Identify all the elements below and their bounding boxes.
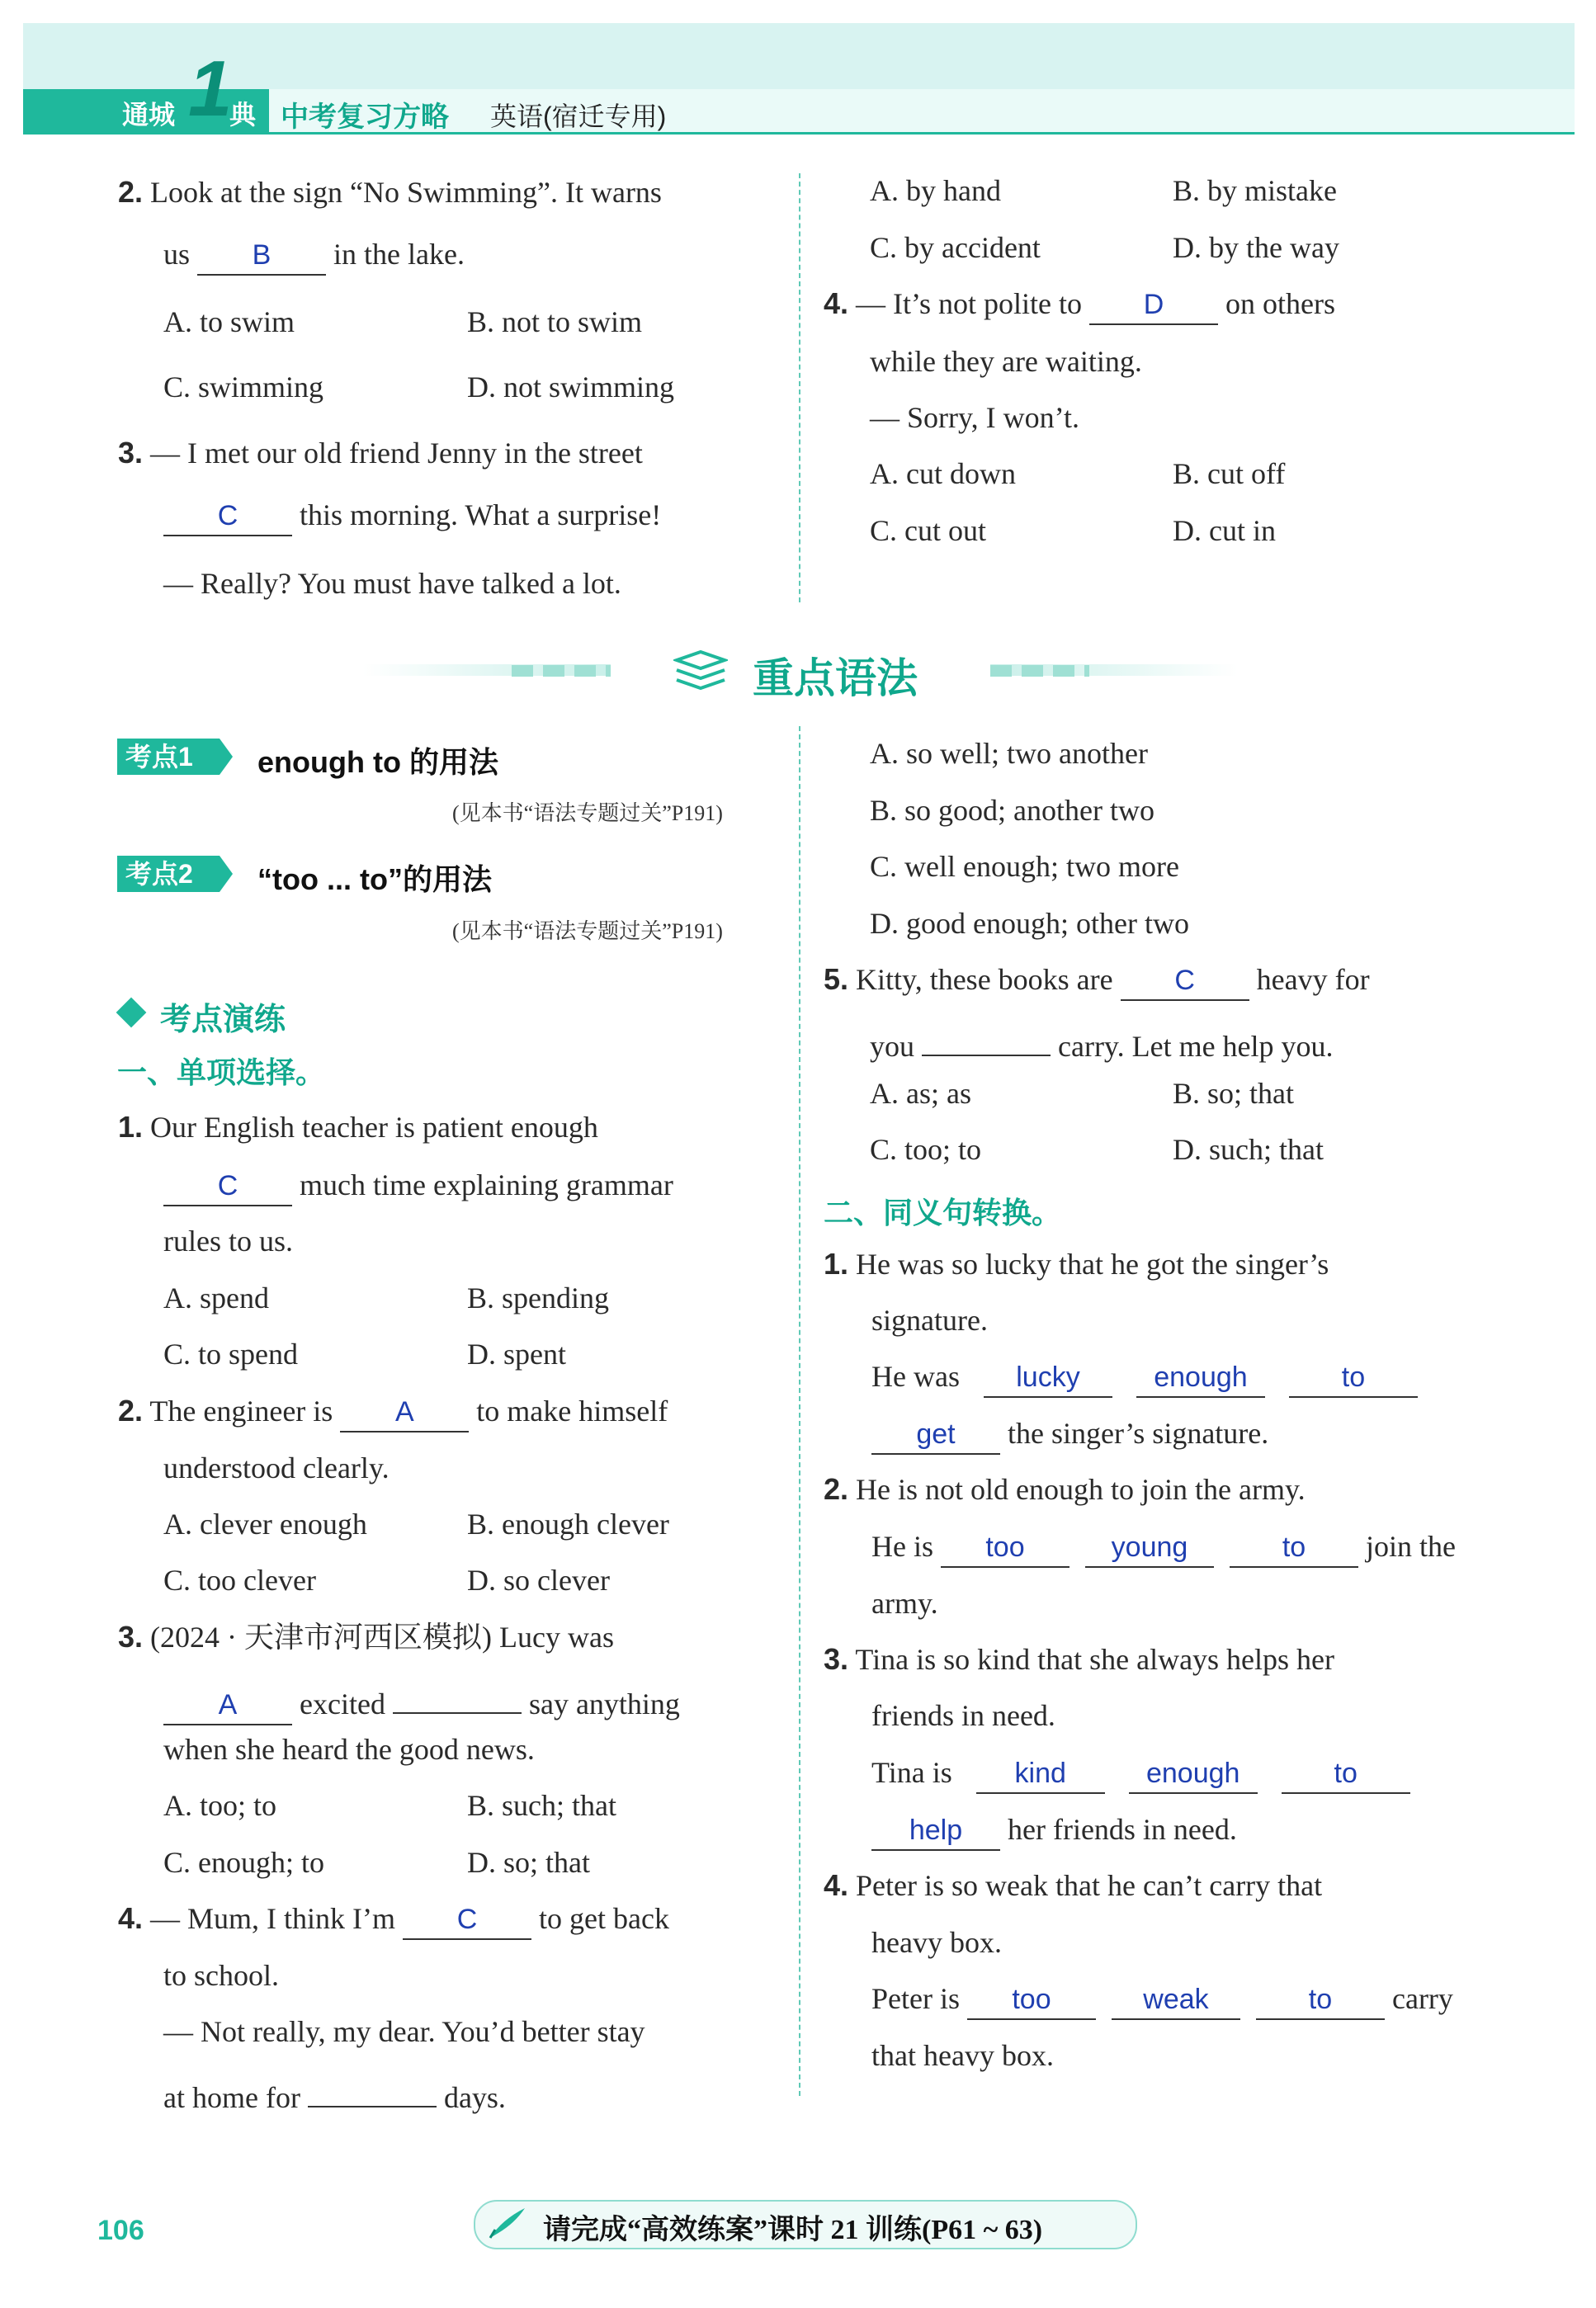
question-text: — It’s not polite to <box>856 287 1083 320</box>
question-text: to get back <box>539 1902 669 1935</box>
question-text: her friends in need. <box>1008 1813 1237 1846</box>
header-subject: 英语(宿迁专用) <box>490 101 667 131</box>
answer-blank[interactable]: to <box>1230 1533 1358 1568</box>
option: C. too clever <box>163 1564 316 1597</box>
question-text: heavy for <box>1256 963 1370 996</box>
question-number: 3. <box>118 1620 144 1654</box>
part2-title: 二、同义句转换。 <box>824 1196 1062 1230</box>
question-text: on others <box>1225 287 1336 320</box>
p2-q3-line1 <box>824 1642 1335 1676</box>
kaodian-tag: 考点2 <box>117 856 220 892</box>
column-divider-top <box>799 173 800 602</box>
answer-blank[interactable]: C <box>163 1172 292 1206</box>
answer-blank[interactable]: D <box>1089 290 1218 325</box>
part1-title: 一、单项选择。 <box>117 1055 326 1089</box>
option: A. to swim <box>163 305 295 338</box>
section-dashes-right <box>990 665 1089 677</box>
answer-blank[interactable]: too <box>941 1533 1070 1568</box>
question-text: us <box>163 238 191 271</box>
p2-q1-rewrite-2 <box>871 1418 1268 1455</box>
question-text: at home for <box>163 2081 300 2114</box>
answer-blank[interactable]: kind <box>976 1759 1105 1794</box>
pen-icon <box>487 2205 528 2241</box>
question-text: when she heard the good news. <box>163 1733 535 1766</box>
question-text: — I met our old friend Jenny in the street <box>150 437 643 470</box>
vocab-q4-line1 <box>824 286 1336 325</box>
question-number: 5. <box>824 962 849 996</box>
question-text: understood clearly. <box>163 1451 390 1484</box>
question-text: rules to us. <box>163 1225 293 1258</box>
option: C. by accident <box>870 231 1041 264</box>
answer-blank[interactable]: to <box>1256 1985 1385 2020</box>
question-text: He was <box>871 1360 960 1393</box>
p1-q5-line2 <box>870 1022 1334 1061</box>
question-number: 3. <box>118 436 144 470</box>
answer-blank[interactable]: C <box>1121 966 1249 1001</box>
answer-blank[interactable]: A <box>163 1691 292 1725</box>
answer-blank[interactable]: C <box>163 502 292 536</box>
question-text: you <box>870 1030 914 1063</box>
question-text: to school. <box>163 1959 279 1992</box>
question-text: signature. <box>871 1304 988 1337</box>
question-text: join the <box>1366 1530 1456 1563</box>
answer-blank[interactable]: weak <box>1112 1985 1240 2020</box>
option: A. spend <box>163 1281 269 1314</box>
kaodian-source: (见本书“语法专题过关”P191) <box>452 919 723 943</box>
answer-blank-empty[interactable] <box>393 1679 522 1714</box>
p1-q3-line2 <box>163 1679 680 1725</box>
option: C. enough; to <box>163 1846 324 1879</box>
question-text: He was so lucky that he got the singer’s <box>856 1248 1329 1281</box>
kaodian-tag-arrow <box>220 739 233 775</box>
option: D. good enough; other two <box>870 907 1189 940</box>
option: B. not to swim <box>467 305 643 338</box>
question-text: Tina is so kind that she always helps her <box>855 1643 1335 1676</box>
option: B. spending <box>467 1281 610 1314</box>
question-text: He is <box>871 1530 933 1563</box>
answer-blank[interactable]: help <box>871 1816 1000 1851</box>
answer-blank[interactable]: to <box>1282 1759 1410 1794</box>
question-number: 4. <box>118 1901 144 1935</box>
option: D. cut in <box>1173 514 1276 547</box>
vocab-q3-line2 <box>163 500 661 536</box>
question-text: say anything <box>528 1687 680 1720</box>
p2-q2-rewrite <box>871 1532 1456 1568</box>
answer-blank[interactable]: B <box>197 241 326 276</box>
question-text: — Not really, my dear. You’d better stay <box>163 2015 645 2048</box>
question-number: 2. <box>118 1394 144 1428</box>
option: A. as; as <box>870 1077 971 1110</box>
p1-q3-line1 <box>118 1622 614 1652</box>
kaodian-tag-arrow <box>220 856 233 892</box>
option: D. not swimming <box>467 371 675 404</box>
question-number: 4. <box>824 1868 849 1902</box>
kaodian-source: (见本书“语法专题过关”P191) <box>452 801 723 825</box>
vocab-q2-line2 <box>163 239 465 276</box>
question-text: that heavy box. <box>871 2039 1054 2072</box>
kaodian-title: enough to 的用法 <box>257 745 498 779</box>
option: B. cut off <box>1173 457 1286 490</box>
header-band <box>23 23 1575 89</box>
option: D. by the way <box>1173 231 1339 264</box>
option: B. so good; another two <box>870 794 1155 827</box>
kaodian-title: “too ... to”的用法 <box>257 862 492 896</box>
answer-blank[interactable]: enough <box>1136 1363 1265 1398</box>
option: A. by hand <box>870 174 1001 207</box>
question-text: much time explaining grammar <box>300 1168 673 1201</box>
option: D. spent <box>467 1338 566 1371</box>
p2-q4-rewrite <box>871 1984 1453 2020</box>
section-title: 重点语法 <box>753 655 918 701</box>
p1-q5-line1 <box>824 962 1370 1001</box>
p2-q1-rewrite <box>871 1362 1418 1398</box>
question-text: Tina is <box>871 1756 952 1789</box>
option: A. so well; two another <box>870 737 1148 770</box>
p2-q3-rewrite <box>871 1758 1410 1794</box>
header-brand-one-icon: 1 <box>188 45 233 133</box>
option: C. well enough; two more <box>870 850 1179 883</box>
page-number: 106 <box>97 2215 144 2246</box>
answer-blank[interactable]: A <box>340 1398 469 1432</box>
answer-blank[interactable]: get <box>871 1420 1000 1455</box>
question-text: while they are waiting. <box>870 345 1142 378</box>
answer-blank[interactable]: young <box>1085 1533 1214 1568</box>
answer-blank[interactable]: too <box>967 1985 1096 2020</box>
p2-q1-line1 <box>824 1249 1329 1279</box>
option: A. too; to <box>163 1789 277 1822</box>
question-text: Peter is so weak that he can’t carry that <box>856 1869 1323 1902</box>
header-brand: 通城 <box>122 100 176 130</box>
question-number: 1. <box>824 1247 849 1281</box>
question-text: excited <box>300 1687 385 1720</box>
column-divider-bottom <box>799 726 800 2096</box>
p1-q4-line4 <box>163 2073 506 2112</box>
p2-q2-line1 <box>824 1472 1306 1506</box>
question-text: — Sorry, I won’t. <box>870 401 1079 434</box>
question-text: Kitty, these books are <box>856 963 1113 996</box>
p1-q1-line1 <box>118 1112 598 1142</box>
option: B. enough clever <box>467 1508 669 1541</box>
question-text: Our English teacher is patient enough <box>150 1111 598 1144</box>
question-number: 2. <box>118 175 144 209</box>
answer-blank[interactable]: to <box>1289 1363 1418 1398</box>
option: A. cut down <box>870 457 1016 490</box>
question-text: He is not old enough to join the army. <box>856 1473 1306 1506</box>
answer-blank[interactable]: lucky <box>984 1363 1112 1398</box>
p1-q1-line2 <box>163 1170 673 1206</box>
option: C. cut out <box>870 514 986 547</box>
option: B. by mistake <box>1173 174 1337 207</box>
section-dashes-left <box>512 665 611 677</box>
p2-q3-rewrite-2 <box>871 1815 1237 1851</box>
kaodian-tag: 考点1 <box>117 739 220 775</box>
option: B. so; that <box>1173 1077 1295 1110</box>
question-text: — Really? You must have talked a lot. <box>163 567 621 600</box>
question-text: Look at the sign “No Swimming”. It warns <box>150 176 662 209</box>
answer-blank[interactable]: enough <box>1129 1759 1258 1794</box>
question-text: in the lake. <box>333 238 465 271</box>
practice-title: 考点演练 <box>160 1003 286 1037</box>
option: D. such; that <box>1173 1133 1324 1166</box>
question-text: — Mum, I think I’m <box>150 1902 396 1935</box>
question-text: Peter is <box>871 1982 960 2015</box>
question-text: to make himself <box>476 1395 668 1428</box>
p1-q4-line1 <box>118 1901 669 1940</box>
option: D. so clever <box>467 1564 610 1597</box>
question-text: the singer’s signature. <box>1008 1417 1269 1450</box>
option: C. to spend <box>163 1338 299 1371</box>
practice-diamond-icon <box>116 998 147 1028</box>
answer-blank-empty[interactable] <box>308 2073 437 2107</box>
question-text: days. <box>443 2081 506 2114</box>
vocab-q3-line1 <box>118 438 643 468</box>
header-series: 中考复习方略 <box>281 101 449 133</box>
question-text: this morning. What a surprise! <box>300 498 662 531</box>
question-text: carry <box>1391 1982 1453 2015</box>
option: A. clever enough <box>163 1508 367 1541</box>
question-number: 3. <box>824 1642 849 1676</box>
question-text: (2024 · 天津市河西区模拟) Lucy was <box>150 1621 614 1654</box>
question-number: 4. <box>824 286 849 320</box>
answer-blank-empty[interactable] <box>922 1022 1051 1056</box>
footer-note: 请完成“高效练案”课时 21 训练(P61 ~ 63) <box>543 2215 1043 2245</box>
question-text: carry. Let me help you. <box>1058 1030 1334 1063</box>
option: C. too; to <box>870 1133 982 1166</box>
question-text: The engineer is <box>149 1395 333 1428</box>
header-brand-2: 典 <box>229 100 257 130</box>
option: D. so; that <box>467 1846 590 1879</box>
question-number: 1. <box>118 1110 144 1144</box>
vocab-q2-line1 <box>118 177 662 207</box>
option: C. swimming <box>163 371 324 404</box>
answer-blank[interactable]: C <box>403 1905 531 1940</box>
question-text: heavy box. <box>871 1926 1002 1959</box>
question-text: army. <box>871 1587 938 1620</box>
question-number: 2. <box>824 1472 849 1506</box>
option: B. such; that <box>467 1789 616 1822</box>
question-text: friends in need. <box>871 1699 1055 1732</box>
book-icon <box>673 649 728 695</box>
p2-q4-line1 <box>824 1868 1323 1902</box>
p1-q2-line1 <box>118 1396 668 1432</box>
